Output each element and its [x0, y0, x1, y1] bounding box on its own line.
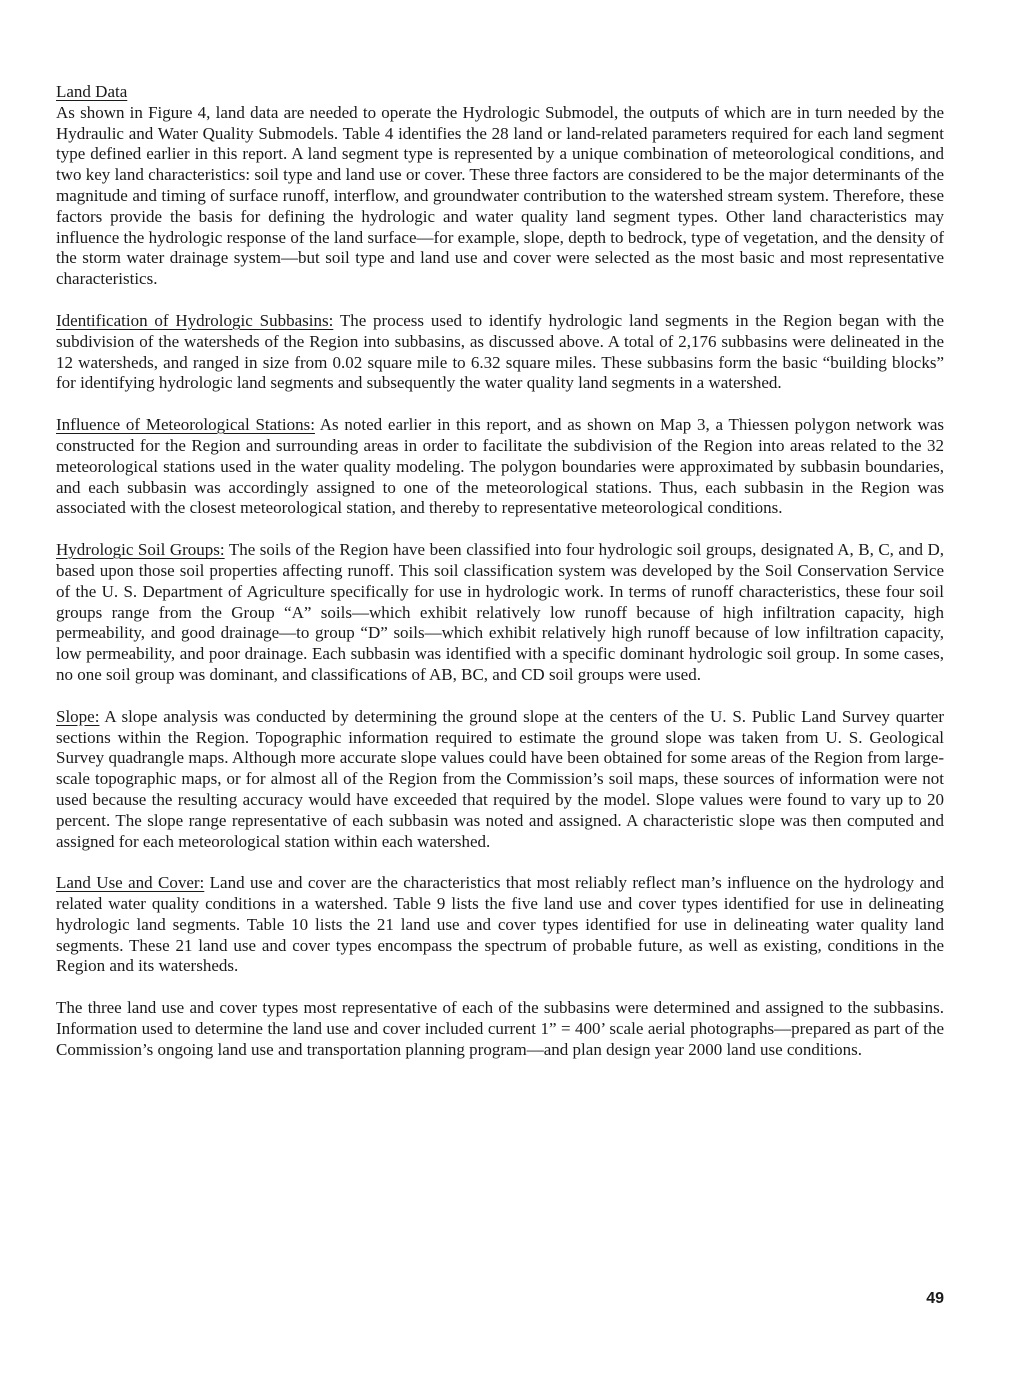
section-paragraph [56, 707, 944, 853]
section-body: As noted earlier in this report, and as shown on Map 3, a Thiessen polygon network was constructed for the Region and surrounding areas in order to facilitate the subdivision of the Region into areas related to the 32 meteorological stations used in the water quality modeling. The polygon boundaries were approximated by subbasin boundaries, and each subbasin was accordingly assigned to one of the meteorological stations. Thus, each subbasin in the Region was associated with the closest meteorological station, and thereby to representative meteorological conditions. [56, 415, 944, 518]
section-land-use-cover [56, 873, 944, 977]
section-paragraph [56, 873, 944, 977]
section-paragraph [56, 311, 944, 394]
section-hydrologic-subbasins [56, 311, 944, 394]
section-body: Land use and cover are the characteristics that most reliably reflect man’s influence on the hydrology and related water quality conditions in a watershed. Table 9 lists the five land use and cover types identified for use in delineating hydrologic land segments. Table 10 lists the 21 land use and cover types identified for use in delineating water quality land segments. These 21 land use and cover types encompass the spectrum of probable future, as well as existing, conditions in the Region and its watersheds. [56, 873, 945, 976]
section-land-data [56, 82, 944, 290]
section-meteorological-stations [56, 415, 944, 519]
section-heading: Land Use and Cover: [56, 873, 205, 893]
document-page [56, 82, 944, 1061]
section-slope [56, 707, 944, 853]
section-body: The soils of the Region have been classified into four hydrologic soil groups, designated A, B, C, and D, based upon those soil properties affecting runoff. This soil classification system was developed by the Soil Conservation Service of the U. S. Department of Agriculture specifically for use in hydrologic work. In terms of runoff characteristics, these four soil groups range from the Group “A” soils—which exhibit relatively low runoff because of high infiltration capacity, high permeability, and good drainage—to group “D” soils—which exhibit relatively high runoff because of low infiltration capacity, low permeability, and poor drainage. Each subbasin was identified with a specific dominant hydrologic soil group. In some cases, no one soil group was dominant, and classifications of AB, BC, and CD soil groups were used. [56, 540, 944, 684]
section-paragraph [56, 415, 944, 519]
section-body: The process used to identify hydrologic land segments in the Region began with the subdivision of the watersheds of the Region into subbasins, as discussed above. A total of 2,176 subbasins were delineated in the 12 watersheds, and ranged in size from 0.02 square mile to 6.32 square miles. These subbasins form the basic “building blocks” for identifying hydrologic land segments and subsequently the water quality land segments in a watershed. [56, 310, 944, 393]
section-heading: Slope: [56, 706, 100, 726]
section-soil-groups [56, 540, 944, 686]
section-body: A slope analysis was conducted by determining the ground slope at the centers of the U. S. Public Land Survey quarter sections within the Region. Topographic information required to estimate the ground slope was taken from U. S. Geological Survey quadrangle maps. Although more accurate slope values could have been obtained for some areas of the Region from large-scale topographic maps, or for almost all of the Region from the Commission’s soil maps, these sources of information were not used because the resulting accuracy would have exceeded that required by the model. Slope values were found to vary up to 20 percent. The slope range representative of each subbasin was noted and assigned. A characteristic slope was then computed and assigned for each meteorological station within each watershed. [56, 706, 944, 851]
section-heading: Land Data [56, 82, 128, 101]
section-heading: Influence of Meteorological Stations: [56, 415, 315, 435]
closing-paragraph: The three land use and cover types most representative of each of the subbasins were determined and assigned to the subbasins. Information used to determine the land use and cover included current 1” = 400’ scale aerial photographs—prepared as part of the Commission’s ongoing land use and transportation planning program—and plan design year 2000 land use conditions. [56, 998, 944, 1059]
section-body: As shown in Figure 4, land data are needed to operate the Hydrologic Submodel, the outputs of which are in turn needed by the Hydraulic and Water Quality Submodels. Table 4 identifies the 28 land or land-related parameters required for each land segment type defined earlier in this report. A land segment type is represented by a unique combination of meteorological conditions, and two key land characteristics: soil type and land use or cover. These three factors are considered to be the major determinants of the magnitude and timing of surface runoff, interflow, and groundwater contribution to the watershed stream system. Therefore, these factors provide the basis for defining the hydrologic and water quality land segment types. Other land characteristics may influence the hydrologic response of the land surface—for example, slope, depth to bedrock, type of vegetation, and the density of the storm water drainage system—but soil type and land use and cover were selected as the most basic and most representative characteristics. [56, 102, 944, 289]
page-number: 49 [926, 1290, 944, 1307]
section-paragraph [56, 540, 944, 686]
section-heading: Hydrologic Soil Groups: [56, 540, 225, 560]
section-heading: Identification of Hydrologic Subbasins: [56, 310, 334, 330]
